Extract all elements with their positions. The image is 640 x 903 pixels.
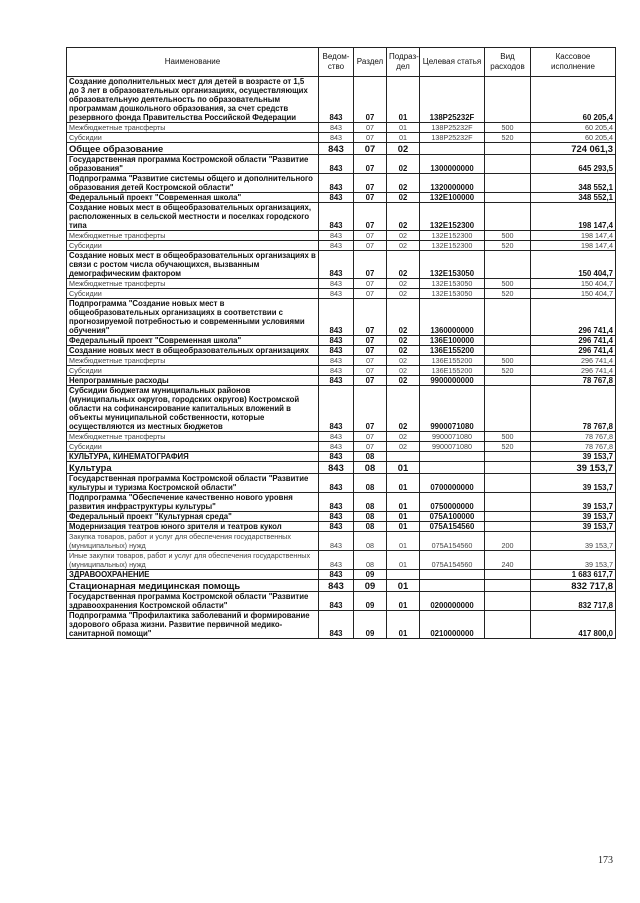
cell-podrazdel: 02	[387, 143, 420, 155]
table-row	[67, 452, 616, 462]
cell-ispolnenie: 198 147,4	[531, 231, 616, 241]
cell-ispolnenie: 296 741,4	[531, 366, 616, 376]
table-row	[67, 512, 616, 522]
cell-ispolnenie: 1 683 617,7	[531, 570, 616, 580]
cell-razdel: 09	[354, 592, 387, 611]
cell-ved: 843	[319, 336, 354, 346]
cell-name: Подпрограмма "Создание новых мест в общеобразовательных организациях в соответствии с прогнозируемой потребностью и современными условиями обучения"	[67, 299, 319, 336]
cell-name: Межбюджетные трансферты	[67, 356, 319, 366]
cell-podrazdel	[387, 570, 420, 580]
cell-ispolnenie: 417 800,0	[531, 611, 616, 639]
cell-razdel: 07	[354, 133, 387, 143]
header-cell-vid: Вид расходов	[485, 48, 531, 77]
cell-name: Создание дополнительных мест для детей в возрасте от 1,5 до 3 лет в образовательных организациях, осуществляющих образовательную деятельность по образовательным программам дошкольного образования, за счет средств резервного фонда Правительства Российской Федерации	[67, 77, 319, 123]
table-row	[67, 611, 616, 639]
cell-ved: 843	[319, 346, 354, 356]
cell-vid	[485, 522, 531, 532]
cell-statya: 0200000000	[420, 592, 485, 611]
cell-podrazdel: 01	[387, 133, 420, 143]
table-row	[67, 174, 616, 193]
cell-statya	[420, 580, 485, 592]
cell-vid	[485, 346, 531, 356]
cell-statya: 136E100000	[420, 336, 485, 346]
cell-podrazdel: 02	[387, 279, 420, 289]
cell-razdel: 07	[354, 336, 387, 346]
cell-statya: 132E153050	[420, 279, 485, 289]
cell-name: КУЛЬТУРА, КИНЕМАТОГРАФИЯ	[67, 452, 319, 462]
cell-vid	[485, 174, 531, 193]
cell-statya	[420, 462, 485, 474]
cell-razdel: 07	[354, 77, 387, 123]
page-number: 173	[598, 855, 613, 866]
cell-vid	[485, 193, 531, 203]
cell-razdel: 07	[354, 231, 387, 241]
table-row	[67, 77, 616, 123]
cell-ispolnenie: 60 205,4	[531, 123, 616, 133]
cell-razdel: 07	[354, 251, 387, 279]
cell-statya: 1320000000	[420, 174, 485, 193]
cell-vid	[485, 77, 531, 123]
cell-vid: 500	[485, 356, 531, 366]
cell-podrazdel: 01	[387, 580, 420, 592]
cell-razdel: 07	[354, 174, 387, 193]
table-row	[67, 241, 616, 251]
cell-podrazdel: 02	[387, 241, 420, 251]
cell-vid: 520	[485, 442, 531, 452]
table-row	[67, 133, 616, 143]
cell-ved: 843	[319, 522, 354, 532]
header-cell-ispolnenie: Кассовое исполнение	[531, 48, 616, 77]
cell-name: Федеральный проект "Культурная среда"	[67, 512, 319, 522]
cell-podrazdel: 01	[387, 522, 420, 532]
cell-vid: 200	[485, 532, 531, 551]
cell-ved: 843	[319, 299, 354, 336]
table-row	[67, 592, 616, 611]
cell-statya: 132E152300	[420, 241, 485, 251]
table-header-row	[67, 48, 616, 77]
cell-ved: 843	[319, 123, 354, 133]
cell-statya: 0210000000	[420, 611, 485, 639]
cell-name: Общее образование	[67, 143, 319, 155]
table-row	[67, 123, 616, 133]
cell-vid	[485, 493, 531, 512]
cell-statya: 136E155200	[420, 366, 485, 376]
cell-statya: 075A154560	[420, 551, 485, 570]
cell-statya: 138P25232F	[420, 77, 485, 123]
table-row	[67, 279, 616, 289]
cell-ved: 843	[319, 279, 354, 289]
cell-name: Субсидии	[67, 442, 319, 452]
cell-statya	[420, 570, 485, 580]
cell-razdel: 07	[354, 386, 387, 432]
cell-razdel: 08	[354, 474, 387, 493]
cell-vid	[485, 611, 531, 639]
cell-ved: 843	[319, 289, 354, 299]
cell-ved: 843	[319, 203, 354, 231]
cell-ispolnenie: 150 404,7	[531, 279, 616, 289]
cell-razdel: 08	[354, 522, 387, 532]
cell-ispolnenie: 150 404,7	[531, 251, 616, 279]
cell-statya: 075A154560	[420, 532, 485, 551]
cell-ved: 843	[319, 155, 354, 174]
cell-podrazdel: 01	[387, 592, 420, 611]
cell-ispolnenie: 78 767,8	[531, 442, 616, 452]
cell-vid	[485, 376, 531, 386]
cell-vid	[485, 299, 531, 336]
cell-ispolnenie: 60 205,4	[531, 133, 616, 143]
cell-razdel: 07	[354, 432, 387, 442]
header-cell-razdel: Раздел	[354, 48, 387, 77]
table-row	[67, 432, 616, 442]
table-row	[67, 346, 616, 356]
cell-name: Создание новых мест в общеобразовательных организациях	[67, 346, 319, 356]
cell-name: Подпрограмма "Развитие системы общего и дополнительного образования детей Костромской области"	[67, 174, 319, 193]
cell-statya: 9900071080	[420, 432, 485, 442]
cell-vid	[485, 386, 531, 432]
cell-podrazdel: 02	[387, 193, 420, 203]
cell-razdel: 07	[354, 123, 387, 133]
cell-podrazdel: 02	[387, 442, 420, 452]
cell-vid: 520	[485, 241, 531, 251]
table-row	[67, 376, 616, 386]
table-row	[67, 231, 616, 241]
cell-ved: 843	[319, 356, 354, 366]
cell-podrazdel: 02	[387, 376, 420, 386]
cell-ispolnenie: 39 153,7	[531, 522, 616, 532]
cell-ispolnenie: 78 767,8	[531, 386, 616, 432]
cell-ved: 843	[319, 193, 354, 203]
cell-ispolnenie: 198 147,4	[531, 203, 616, 231]
header-cell-name: Наименование	[67, 48, 319, 77]
cell-ispolnenie: 39 153,7	[531, 551, 616, 570]
cell-name: Подпрограмма "Обеспечение качественно нового уровня развития инфраструктуры культуры"	[67, 493, 319, 512]
cell-razdel: 07	[354, 299, 387, 336]
table-row	[67, 251, 616, 279]
cell-statya: 132E100000	[420, 193, 485, 203]
cell-ved: 843	[319, 231, 354, 241]
cell-name: Непрограммные расходы	[67, 376, 319, 386]
table-row	[67, 155, 616, 174]
cell-ispolnenie: 60 205,4	[531, 77, 616, 123]
cell-vid	[485, 462, 531, 474]
cell-podrazdel: 02	[387, 432, 420, 442]
cell-vid: 500	[485, 432, 531, 442]
cell-ispolnenie: 39 153,7	[531, 512, 616, 522]
cell-razdel: 09	[354, 570, 387, 580]
cell-ispolnenie: 78 767,8	[531, 432, 616, 442]
cell-name: Государственная программа Костромской области "Развитие здравоохранения Костромской области"	[67, 592, 319, 611]
cell-vid: 500	[485, 123, 531, 133]
cell-podrazdel: 01	[387, 123, 420, 133]
cell-ved: 843	[319, 366, 354, 376]
table-row	[67, 336, 616, 346]
cell-vid: 240	[485, 551, 531, 570]
cell-vid	[485, 570, 531, 580]
cell-ved: 843	[319, 452, 354, 462]
cell-razdel: 07	[354, 203, 387, 231]
cell-statya: 9900071080	[420, 386, 485, 432]
cell-statya: 138P25232F	[420, 133, 485, 143]
cell-ved: 843	[319, 143, 354, 155]
cell-name: Государственная программа Костромской области "Развитие образования"	[67, 155, 319, 174]
cell-razdel: 07	[354, 143, 387, 155]
cell-vid: 520	[485, 366, 531, 376]
cell-razdel: 08	[354, 452, 387, 462]
cell-ved: 843	[319, 77, 354, 123]
cell-podrazdel	[387, 452, 420, 462]
table-row	[67, 522, 616, 532]
cell-name: Модернизация театров юного зрителя и театров кукол	[67, 522, 319, 532]
cell-ved: 843	[319, 532, 354, 551]
cell-podrazdel: 02	[387, 203, 420, 231]
cell-name: Стационарная медицинская помощь	[67, 580, 319, 592]
cell-ved: 843	[319, 611, 354, 639]
cell-ved: 843	[319, 251, 354, 279]
cell-statya: 136E155200	[420, 356, 485, 366]
cell-name: Федеральный проект "Современная школа"	[67, 336, 319, 346]
cell-razdel: 08	[354, 532, 387, 551]
cell-podrazdel: 01	[387, 512, 420, 522]
cell-razdel: 07	[354, 155, 387, 174]
cell-ispolnenie: 150 404,7	[531, 289, 616, 299]
cell-razdel: 07	[354, 346, 387, 356]
cell-ved: 843	[319, 551, 354, 570]
cell-vid: 500	[485, 231, 531, 241]
table-row	[67, 551, 616, 570]
cell-podrazdel: 01	[387, 532, 420, 551]
cell-name: Закупка товаров, работ и услуг для обеспечения государственных (муниципальных) нужд	[67, 532, 319, 551]
cell-ved: 843	[319, 493, 354, 512]
table-row	[67, 193, 616, 203]
cell-statya	[420, 143, 485, 155]
cell-statya: 075A154560	[420, 522, 485, 532]
cell-ved: 843	[319, 474, 354, 493]
cell-name: Субсидии	[67, 241, 319, 251]
cell-statya: 132E152300	[420, 203, 485, 231]
table-row	[67, 203, 616, 231]
header-cell-ved: Ведом-ство	[319, 48, 354, 77]
cell-name: Субсидии	[67, 289, 319, 299]
cell-vid	[485, 336, 531, 346]
cell-name: Подпрограмма "Профилактика заболеваний и формирование здорового образа жизни. Развитие первичной медико-санитарной помощи"	[67, 611, 319, 639]
cell-ved: 843	[319, 386, 354, 432]
cell-razdel: 08	[354, 493, 387, 512]
cell-statya: 1300000000	[420, 155, 485, 174]
cell-ispolnenie: 39 153,7	[531, 474, 616, 493]
cell-razdel: 08	[354, 462, 387, 474]
cell-statya: 136E155200	[420, 346, 485, 356]
cell-podrazdel: 01	[387, 462, 420, 474]
cell-razdel: 07	[354, 366, 387, 376]
cell-ispolnenie: 645 293,5	[531, 155, 616, 174]
cell-vid: 520	[485, 133, 531, 143]
cell-ved: 843	[319, 432, 354, 442]
cell-vid	[485, 474, 531, 493]
cell-ispolnenie: 296 741,4	[531, 336, 616, 346]
table-row	[67, 442, 616, 452]
cell-name: Культура	[67, 462, 319, 474]
cell-statya: 0700000000	[420, 474, 485, 493]
table-row	[67, 299, 616, 336]
table-row	[67, 356, 616, 366]
cell-ispolnenie: 296 741,4	[531, 356, 616, 366]
cell-podrazdel: 02	[387, 299, 420, 336]
cell-ispolnenie: 78 767,8	[531, 376, 616, 386]
cell-razdel: 07	[354, 289, 387, 299]
cell-name: Создание новых мест в общеобразовательных организациях в связи с ростом числа обучающихся, вызванным демографическим фактором	[67, 251, 319, 279]
cell-razdel: 07	[354, 442, 387, 452]
cell-podrazdel: 01	[387, 551, 420, 570]
cell-vid	[485, 203, 531, 231]
table-row	[67, 532, 616, 551]
cell-ispolnenie: 296 741,4	[531, 346, 616, 356]
cell-podrazdel: 01	[387, 474, 420, 493]
cell-vid	[485, 580, 531, 592]
cell-name: Межбюджетные трансферты	[67, 432, 319, 442]
cell-name: Государственная программа Костромской области "Развитие культуры и туризма Костромской области"	[67, 474, 319, 493]
cell-statya: 132E152300	[420, 231, 485, 241]
table-row	[67, 289, 616, 299]
table-row	[67, 143, 616, 155]
cell-statya	[420, 452, 485, 462]
cell-ispolnenie: 39 153,7	[531, 462, 616, 474]
cell-name: Иные закупки товаров, работ и услуг для обеспечения государственных (муниципальных) нужд	[67, 551, 319, 570]
cell-name: Межбюджетные трансферты	[67, 123, 319, 133]
cell-ispolnenie: 724 061,3	[531, 143, 616, 155]
cell-ved: 843	[319, 570, 354, 580]
table-row	[67, 570, 616, 580]
cell-vid: 520	[485, 289, 531, 299]
cell-podrazdel: 02	[387, 251, 420, 279]
cell-podrazdel: 02	[387, 174, 420, 193]
cell-name: Субсидии	[67, 133, 319, 143]
cell-ispolnenie: 348 552,1	[531, 174, 616, 193]
cell-name: Федеральный проект "Современная школа"	[67, 193, 319, 203]
budget-table	[66, 47, 616, 639]
cell-ispolnenie: 832 717,8	[531, 592, 616, 611]
cell-ved: 843	[319, 174, 354, 193]
cell-vid	[485, 592, 531, 611]
cell-podrazdel: 02	[387, 346, 420, 356]
cell-statya: 9900000000	[420, 376, 485, 386]
cell-ispolnenie: 198 147,4	[531, 241, 616, 251]
cell-podrazdel: 02	[387, 336, 420, 346]
cell-ispolnenie: 39 153,7	[531, 493, 616, 512]
cell-statya: 132E153050	[420, 289, 485, 299]
cell-razdel: 07	[354, 193, 387, 203]
cell-ispolnenie: 39 153,7	[531, 532, 616, 551]
cell-name: Межбюджетные трансферты	[67, 279, 319, 289]
cell-podrazdel: 02	[387, 155, 420, 174]
table-row	[67, 462, 616, 474]
cell-podrazdel: 01	[387, 77, 420, 123]
cell-name: Создание новых мест в общеобразовательных организациях, расположенных в сельской местности и поселках городского типа	[67, 203, 319, 231]
cell-ispolnenie: 296 741,4	[531, 299, 616, 336]
table-row	[67, 580, 616, 592]
cell-name: Межбюджетные трансферты	[67, 231, 319, 241]
cell-razdel: 09	[354, 580, 387, 592]
cell-ispolnenie: 39 153,7	[531, 452, 616, 462]
cell-podrazdel: 01	[387, 493, 420, 512]
cell-ved: 843	[319, 462, 354, 474]
cell-podrazdel: 01	[387, 611, 420, 639]
cell-vid	[485, 251, 531, 279]
cell-ved: 843	[319, 512, 354, 522]
cell-ispolnenie: 832 717,8	[531, 580, 616, 592]
cell-razdel: 09	[354, 611, 387, 639]
cell-statya: 132E153050	[420, 251, 485, 279]
cell-podrazdel: 02	[387, 231, 420, 241]
cell-ved: 843	[319, 241, 354, 251]
cell-ved: 843	[319, 442, 354, 452]
cell-ved: 843	[319, 376, 354, 386]
cell-vid	[485, 512, 531, 522]
cell-name: Субсидии бюджетам муниципальных районов (муниципальных округов, городских округов) Костромской области на софинансирование капитальных вложений в объекты муниципальной собственности, которые осуществляются из местных бюджетов	[67, 386, 319, 432]
cell-podrazdel: 02	[387, 289, 420, 299]
cell-podrazdel: 02	[387, 386, 420, 432]
cell-podrazdel: 02	[387, 356, 420, 366]
cell-ved: 843	[319, 133, 354, 143]
cell-statya: 075A100000	[420, 512, 485, 522]
table-row	[67, 474, 616, 493]
cell-razdel: 07	[354, 279, 387, 289]
cell-vid: 500	[485, 279, 531, 289]
table-row	[67, 366, 616, 376]
cell-razdel: 08	[354, 512, 387, 522]
cell-statya: 1360000000	[420, 299, 485, 336]
cell-vid	[485, 452, 531, 462]
cell-statya: 138P25232F	[420, 123, 485, 133]
cell-statya: 0750000000	[420, 493, 485, 512]
cell-razdel: 08	[354, 551, 387, 570]
table-row	[67, 493, 616, 512]
cell-ved: 843	[319, 592, 354, 611]
cell-vid	[485, 143, 531, 155]
cell-vid	[485, 155, 531, 174]
cell-statya: 9900071080	[420, 442, 485, 452]
header-cell-statya: Целевая статья	[420, 48, 485, 77]
cell-ved: 843	[319, 580, 354, 592]
cell-name: ЗДРАВООХРАНЕНИЕ	[67, 570, 319, 580]
table-row	[67, 386, 616, 432]
cell-ispolnenie: 348 552,1	[531, 193, 616, 203]
cell-name: Субсидии	[67, 366, 319, 376]
cell-razdel: 07	[354, 376, 387, 386]
header-cell-podrazdel: Подраз-дел	[387, 48, 420, 77]
cell-podrazdel: 02	[387, 366, 420, 376]
cell-razdel: 07	[354, 356, 387, 366]
cell-razdel: 07	[354, 241, 387, 251]
